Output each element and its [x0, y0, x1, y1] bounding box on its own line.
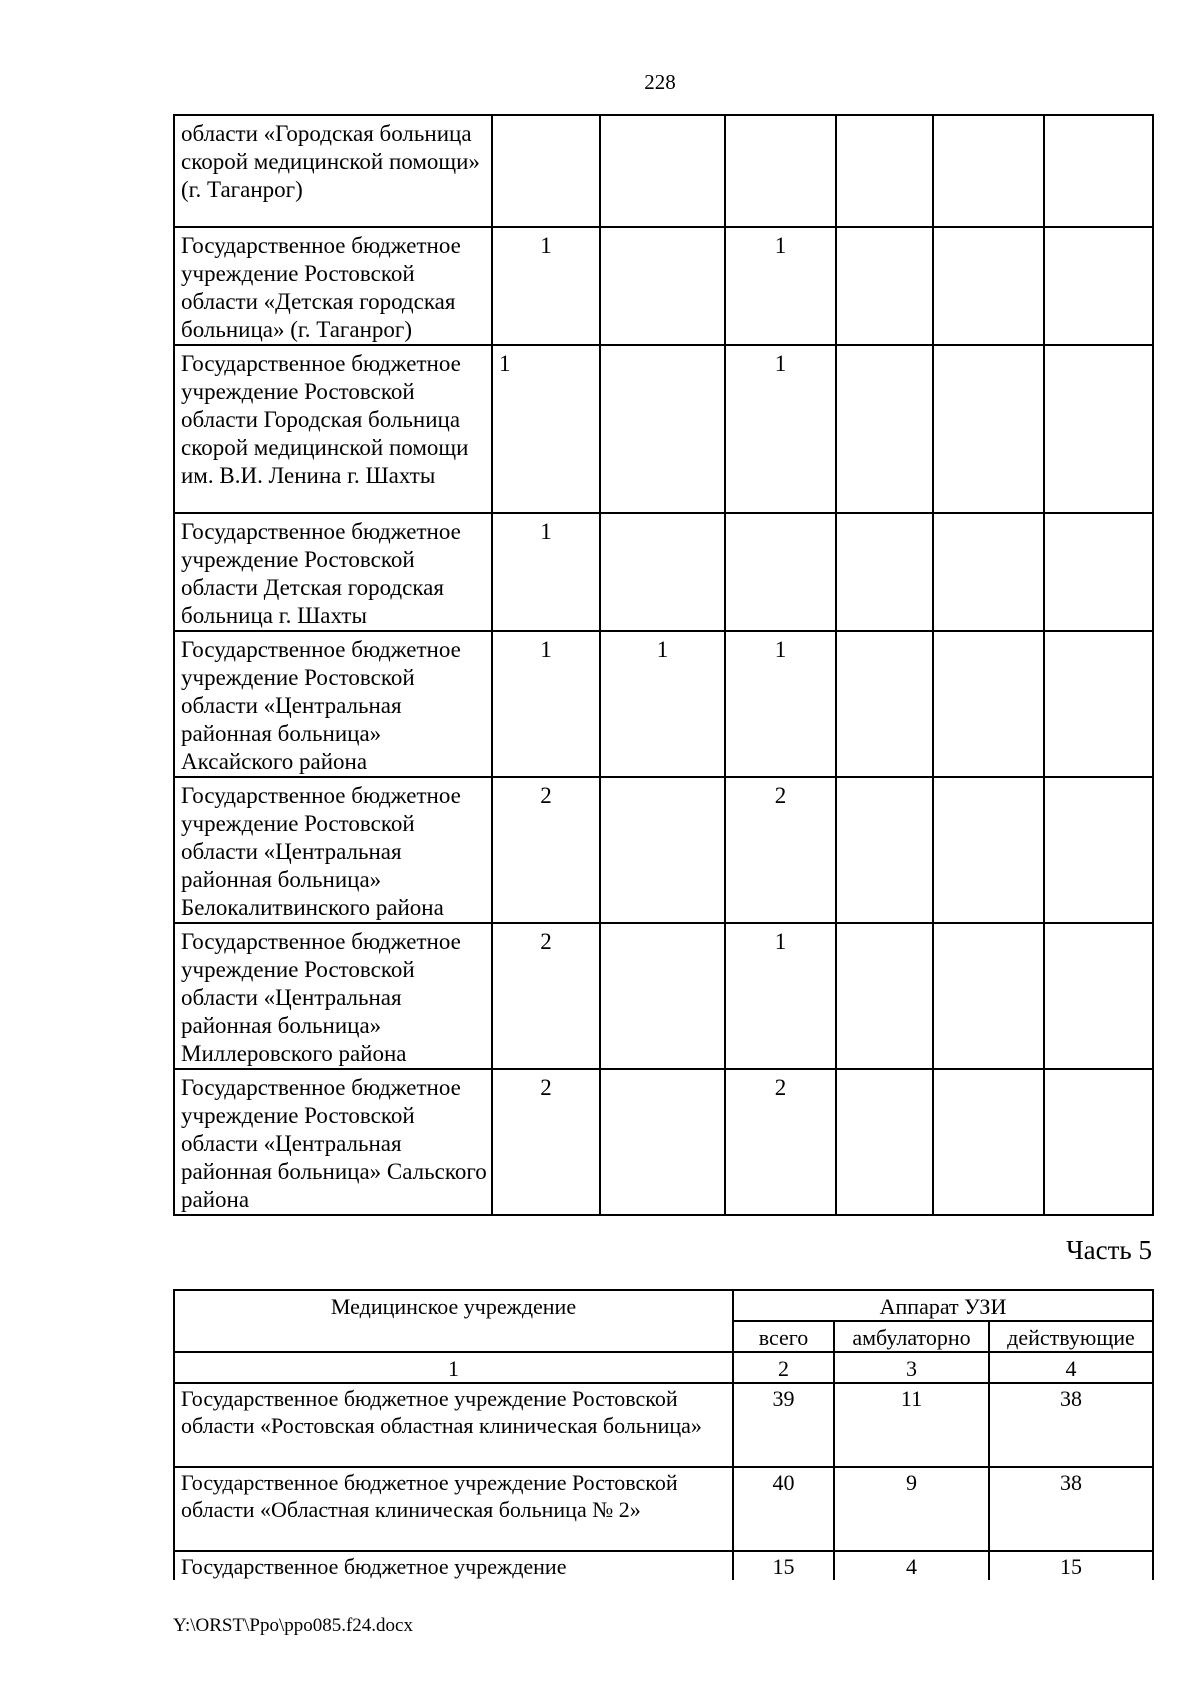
- table-row: [174, 227, 1153, 345]
- institution-header: Медицинское учреждение: [174, 1290, 733, 1352]
- value-cell: [836, 631, 933, 777]
- table-row: [174, 1551, 1153, 1580]
- value-cell: [1044, 227, 1153, 345]
- header-row: [174, 1290, 1153, 1321]
- table-row: [174, 923, 1153, 1069]
- value-cell: [933, 115, 1044, 227]
- value-cell: [600, 345, 725, 513]
- value-cell: [725, 115, 836, 227]
- value-cell: [600, 1069, 725, 1215]
- file-path-footer: Y:\ORST\Ppo\ppo085.f24.docx: [173, 1615, 413, 1636]
- value-cell: 2: [725, 777, 836, 923]
- value-cell: [836, 115, 933, 227]
- value-cell: [1044, 115, 1153, 227]
- outpatient-cell: 11: [834, 1383, 989, 1467]
- active-cell: 38: [989, 1383, 1153, 1467]
- value-cell: [1044, 513, 1153, 631]
- value-cell: [836, 1069, 933, 1215]
- value-cell: [933, 513, 1044, 631]
- value-cell: [933, 777, 1044, 923]
- table-row: [174, 115, 1153, 227]
- table-row: [174, 513, 1153, 631]
- value-cell: [836, 513, 933, 631]
- value-cell: [1044, 1069, 1153, 1215]
- institution-cell: Государственное бюджетное учреждение Ростовской области «Центральная районная больница» Белокалитвинского района: [174, 777, 492, 923]
- institution-cell: Государственное бюджетное учреждение: [174, 1551, 733, 1580]
- value-cell: 1: [492, 227, 600, 345]
- institution-cell: Государственное бюджетное учреждение Ростовской области «Центральная районная больница» Сальского района: [174, 1069, 492, 1215]
- value-cell: [1044, 631, 1153, 777]
- column-number: 2: [733, 1352, 834, 1383]
- active-header: действующие: [989, 1321, 1153, 1352]
- institution-cell: Государственное бюджетное учреждение Ростовской области «Детская городская больница» (г. Таганрог): [174, 227, 492, 345]
- page-number: 228: [644, 70, 676, 94]
- column-number: 3: [834, 1352, 989, 1383]
- value-cell: [933, 631, 1044, 777]
- total-cell: 40: [733, 1467, 834, 1551]
- institution-cell: Государственное бюджетное учреждение Ростовской области «Областная клиническая больница № 2»: [174, 1467, 733, 1551]
- value-cell: 1: [600, 631, 725, 777]
- value-cell: 1: [725, 631, 836, 777]
- value-cell: [836, 345, 933, 513]
- value-cell: [836, 923, 933, 1069]
- institution-cell: области «Городская больница скорой медицинской помощи» (г. Таганрог): [174, 115, 492, 227]
- institution-cell: Государственное бюджетное учреждение Ростовской области «Ростовская областная клиническая больница»: [174, 1383, 733, 1467]
- outpatient-cell: 4: [834, 1551, 989, 1580]
- value-cell: 1: [492, 513, 600, 631]
- value-cell: [600, 115, 725, 227]
- value-cell: [1044, 345, 1153, 513]
- table-row: [174, 345, 1153, 513]
- value-cell: [933, 1069, 1044, 1215]
- total-cell: 39: [733, 1383, 834, 1467]
- value-cell: [933, 345, 1044, 513]
- outpatient-header: амбулаторно: [834, 1321, 989, 1352]
- column-number-row: [174, 1352, 1153, 1383]
- column-number: 1: [174, 1352, 733, 1383]
- value-cell: 2: [492, 923, 600, 1069]
- table-row: [174, 1383, 1153, 1467]
- value-cell: [600, 513, 725, 631]
- total-cell: 15: [733, 1551, 834, 1580]
- value-cell: [933, 923, 1044, 1069]
- active-cell: 15: [989, 1551, 1153, 1580]
- part-title: Часть 5: [1066, 1235, 1152, 1265]
- value-cell: 1: [492, 631, 600, 777]
- value-cell: [492, 115, 600, 227]
- value-cell: [600, 777, 725, 923]
- table-row: [174, 1467, 1153, 1551]
- table-row: [174, 1069, 1153, 1215]
- value-cell: 1: [725, 923, 836, 1069]
- active-cell: 38: [989, 1467, 1153, 1551]
- value-cell: 2: [492, 777, 600, 923]
- value-cell: 1: [492, 345, 600, 513]
- value-cell: [836, 777, 933, 923]
- value-cell: [600, 923, 725, 1069]
- table-row: [174, 631, 1153, 777]
- institution-cell: Государственное бюджетное учреждение Ростовской области Детская городская больница г. Шахты: [174, 513, 492, 631]
- value-cell: [1044, 777, 1153, 923]
- institution-cell: Государственное бюджетное учреждение Ростовской области Городская больница скорой медицинской помощи им. В.И. Ленина г. Шахты: [174, 345, 492, 513]
- outpatient-cell: 9: [834, 1467, 989, 1551]
- institution-cell: Государственное бюджетное учреждение Ростовской области «Центральная районная больница» Миллеровского района: [174, 923, 492, 1069]
- column-number: 4: [989, 1352, 1153, 1383]
- value-cell: 1: [725, 345, 836, 513]
- value-cell: 2: [725, 1069, 836, 1215]
- value-cell: [836, 227, 933, 345]
- institution-cell: Государственное бюджетное учреждение Ростовской области «Центральная районная больница» Аксайского района: [174, 631, 492, 777]
- equipment-table-continued: [173, 114, 1154, 1216]
- total-header: всего: [733, 1321, 834, 1352]
- value-cell: [725, 513, 836, 631]
- value-cell: [1044, 923, 1153, 1069]
- ultrasound-group-header: Аппарат УЗИ: [733, 1290, 1153, 1321]
- value-cell: [600, 227, 725, 345]
- value-cell: 1: [725, 227, 836, 345]
- value-cell: [933, 227, 1044, 345]
- ultrasound-table: [173, 1289, 1154, 1580]
- table-row: [174, 777, 1153, 923]
- value-cell: 2: [492, 1069, 600, 1215]
